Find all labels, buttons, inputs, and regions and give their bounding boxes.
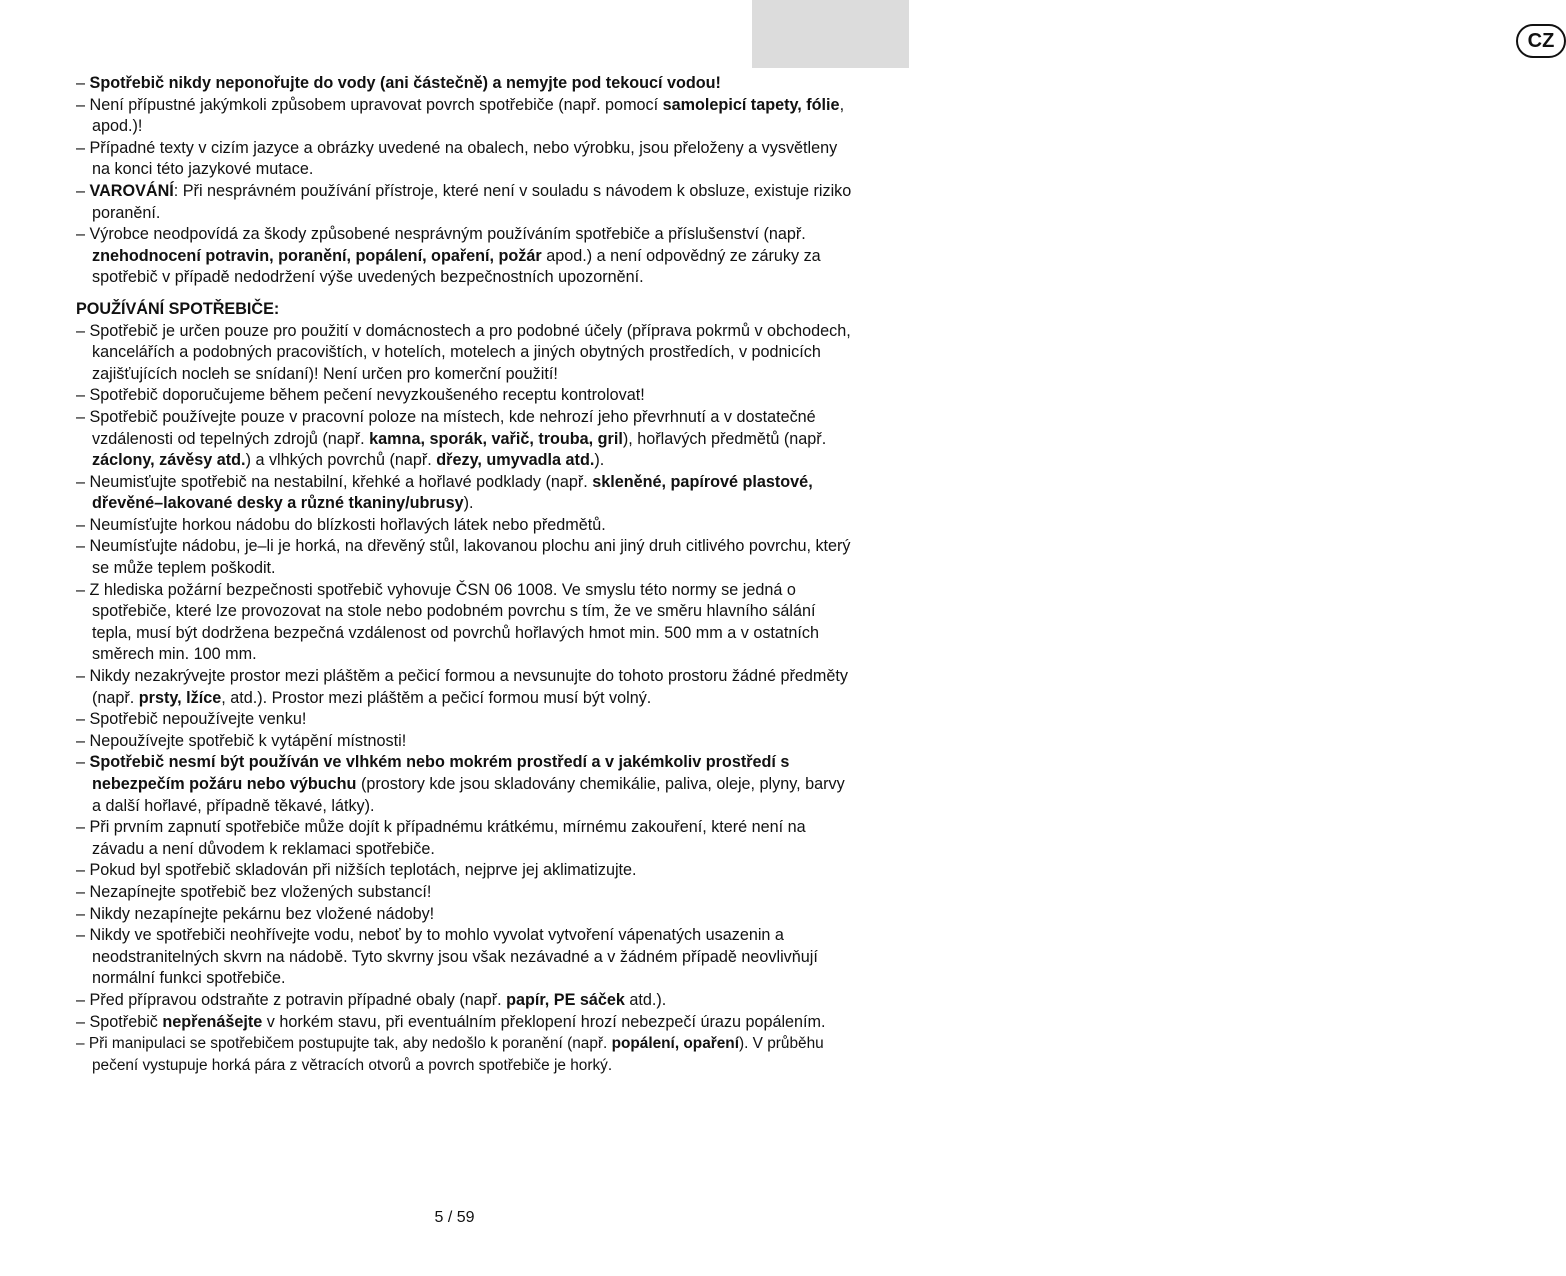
- list-item: [76, 138, 856, 181]
- list-item: [76, 407, 856, 472]
- warnings-list: [76, 73, 856, 289]
- item-text: apod.) a není odpovědný ze záruky za spotřebič v případě nedodržení výše uvedených bezpečnostních upozornění.: [92, 246, 821, 287]
- emphasis-text: záclony, závěsy atd.: [92, 451, 246, 470]
- list-item: [76, 925, 856, 990]
- emphasis-text: nepřenášejte: [162, 1012, 263, 1031]
- item-text: – Nikdy ve spotřebiči neohřívejte vodu, neboť by to mohlo vyvolat vytvoření vápenatých usazenin a neodstranitelných skvrn na nádobě. Tyto skvrny jsou však nezávadné a v žádném případě neovlivňují normální funkci spotřebiče.: [76, 926, 818, 988]
- item-text: ) a vlhkých povrchů (např.: [245, 451, 437, 470]
- list-item: [76, 472, 856, 515]
- item-text: – Nezapínejte spotřebič bez vložených substancí!: [76, 882, 432, 901]
- item-text: – Neumísťujte horkou nádobu do blízkosti hořlavých látek nebo předmětů.: [76, 515, 606, 534]
- item-text: v horkém stavu, při eventuálním překlopení hrozí nebezpečí úrazu popálením.: [262, 1012, 826, 1031]
- list-item: [76, 904, 856, 926]
- item-text: – Neumisťujte spotřebič na nestabilní, křehké a hořlavé podklady (např.: [76, 472, 593, 491]
- list-item: [76, 882, 856, 904]
- item-text: – Při manipulaci se spotřebičem postupujte tak, aby nedošlo k poranění (např.: [76, 1035, 612, 1053]
- item-text: ).: [594, 451, 605, 470]
- section-heading: POUŽÍVÁNÍ SPOTŘEBIČE:: [76, 299, 280, 318]
- item-text: – Není přípustné jakýmkoli způsobem upravovat povrch spotřebiče (např. pomocí: [76, 95, 663, 114]
- emphasis-text: samolepicí tapety, fólie: [662, 95, 840, 114]
- item-text: – Při prvním zapnutí spotřebiče může dojít k případnému krátkému, mírnému zakouření, které není na závadu a není důvodem k reklamaci spotřebiče.: [76, 818, 806, 858]
- item-text: – Nepoužívejte spotřebič k vytápění místnosti!: [76, 731, 407, 750]
- item-text: : Při nesprávném používání přístroje, které není v souladu s návodem k obsluze, existuje riziko poranění.: [92, 181, 852, 222]
- list-item: [76, 1012, 856, 1034]
- item-text: – Výrobce neodpovídá za škody způsobené nesprávným používáním spotřebiče a příslušenství (např.: [76, 225, 806, 244]
- item-text: , apod.)!: [92, 95, 845, 136]
- item-text: – Spotřebič doporučujeme během pečení nevyzkoušeného receptu kontrolovat!: [76, 386, 645, 405]
- list-item: [76, 1033, 856, 1076]
- list-item: [76, 321, 856, 386]
- list-item: [76, 224, 856, 289]
- emphasis-text: popálení, opaření: [611, 1035, 739, 1053]
- emphasis-text: skleněné, papírové plastové, dřevěné–lakované desky a různé tkaniny/ubrusy: [92, 472, 813, 513]
- item-text: –: [76, 74, 90, 92]
- list-item: [76, 536, 856, 579]
- item-text: – Spotřebič nepoužívejte venku!: [76, 710, 307, 729]
- item-text: – Nikdy nezakrývejte prostor mezi pláštěm a pečicí formou a nevsunujte do tohoto prostoru žádné předměty (např.: [76, 667, 848, 707]
- list-item: [76, 817, 856, 860]
- list-item: [76, 580, 856, 666]
- emphasis-text: kamna, sporák, vařič, trouba, gril: [369, 429, 623, 448]
- item-text: – Pokud byl spotřebič skladován při nižších teplotách, nejprve jej aklimatizujte.: [76, 861, 637, 880]
- item-text: atd.).: [624, 990, 667, 1009]
- item-text: –: [76, 181, 90, 200]
- list-item: [76, 181, 856, 224]
- item-text: ), hořlavých předmětů (např.: [622, 429, 827, 448]
- list-item: [76, 860, 856, 882]
- list-item: [76, 95, 856, 138]
- item-text: – Spotřebič: [76, 1012, 163, 1031]
- list-item: [76, 709, 856, 731]
- list-item: [76, 990, 856, 1012]
- emphasis-text: dřezy, umyvadla atd.: [436, 451, 595, 470]
- page-number: 5 / 59: [434, 1209, 475, 1226]
- item-text: –: [76, 753, 90, 772]
- emphasis-text: znehodnocení potravin, poranění, popálení, opaření, požár: [92, 246, 542, 265]
- item-text: , atd.). Prostor mezi pláštěm a pečicí formou musí být volný.: [221, 688, 652, 707]
- item-text: – Z hlediska požární bezpečnosti spotřebič vyhovuje ČSN 06 1008. Ve smyslu této normy se jedná o spotřebiče, které lze provozovat na stole nebo podobném povrchu s tím, že ve směru hlavního sálání tepla, musí být dodržena bezpečná vzdálenost od povrchů hořlavých hmot min. 500 mm a v ostatních směrech min. 100 mm.: [76, 580, 820, 664]
- language-tab: [752, 0, 1555, 68]
- language-badge: CZ: [1516, 24, 1566, 58]
- item-text: (prostory kde jsou skladovány chemikálie, paliva, oleje, plyny, barvy a další hořlavé, případně těkavé, látky).: [92, 775, 845, 815]
- list-item: [76, 385, 856, 407]
- emphasis-text: Spotřebič nikdy neponořujte do vody (ani částečně) a nemyjte pod tekoucí vodou!: [89, 74, 721, 92]
- item-text: ). V průběhu pečení vystupuje horká pára z větracích otvorů a povrch spotřebiče je horký.: [92, 1035, 824, 1074]
- document-body: [76, 73, 856, 1076]
- list-item: [76, 731, 856, 753]
- item-text: – Spotřebič používejte pouze v pracovní poloze na místech, kde nehrozí jeho převrhnutí a v dostatečné vzdálenosti od tepelných zdrojů (např.: [76, 407, 816, 448]
- item-text: ).: [463, 494, 474, 513]
- emphasis-text: VAROVÁNÍ: [89, 181, 174, 200]
- list-item: [76, 73, 856, 95]
- item-text: – Před přípravou odstraňte z potravin případné obaly (např.: [76, 990, 507, 1009]
- emphasis-text: Spotřebič nesmí být používán ve vlhkém nebo mokrém prostředí a v jakémkoliv prostředí s nebezpečím požáru nebo výbuchu: [89, 753, 790, 793]
- item-text: – Nikdy nezapínejte pekárnu bez vložené nádoby!: [76, 904, 435, 923]
- item-text: – Případné texty v cizím jazyce a obrázky uvedené na obalech, nebo výrobku, jsou přeloženy a vysvětleny na konci této jazykové mutace.: [76, 138, 838, 179]
- item-text: – Neumísťujte nádobu, je–li je horká, na dřevěný stůl, lakovanou plochu ani jiný druh citlivého povrchu, který se může teplem poškodit.: [76, 537, 851, 578]
- list-item: [76, 515, 856, 537]
- emphasis-text: papír, PE sáček: [506, 990, 625, 1009]
- item-text: – Spotřebič je určen pouze pro použití v domácnostech a pro podobné účely (příprava pokrmů v obchodech, kancelářích a podobných pracovištích, v hotelích, motelech a jiných obytných prostředích, v podnicích zajišťujících nocleh se snídaní)! Není určen pro komerční použití!: [76, 321, 851, 383]
- usage-list: [76, 321, 856, 1077]
- list-item: [76, 752, 856, 817]
- list-item: [76, 666, 856, 709]
- emphasis-text: prsty, lžíce: [138, 688, 222, 707]
